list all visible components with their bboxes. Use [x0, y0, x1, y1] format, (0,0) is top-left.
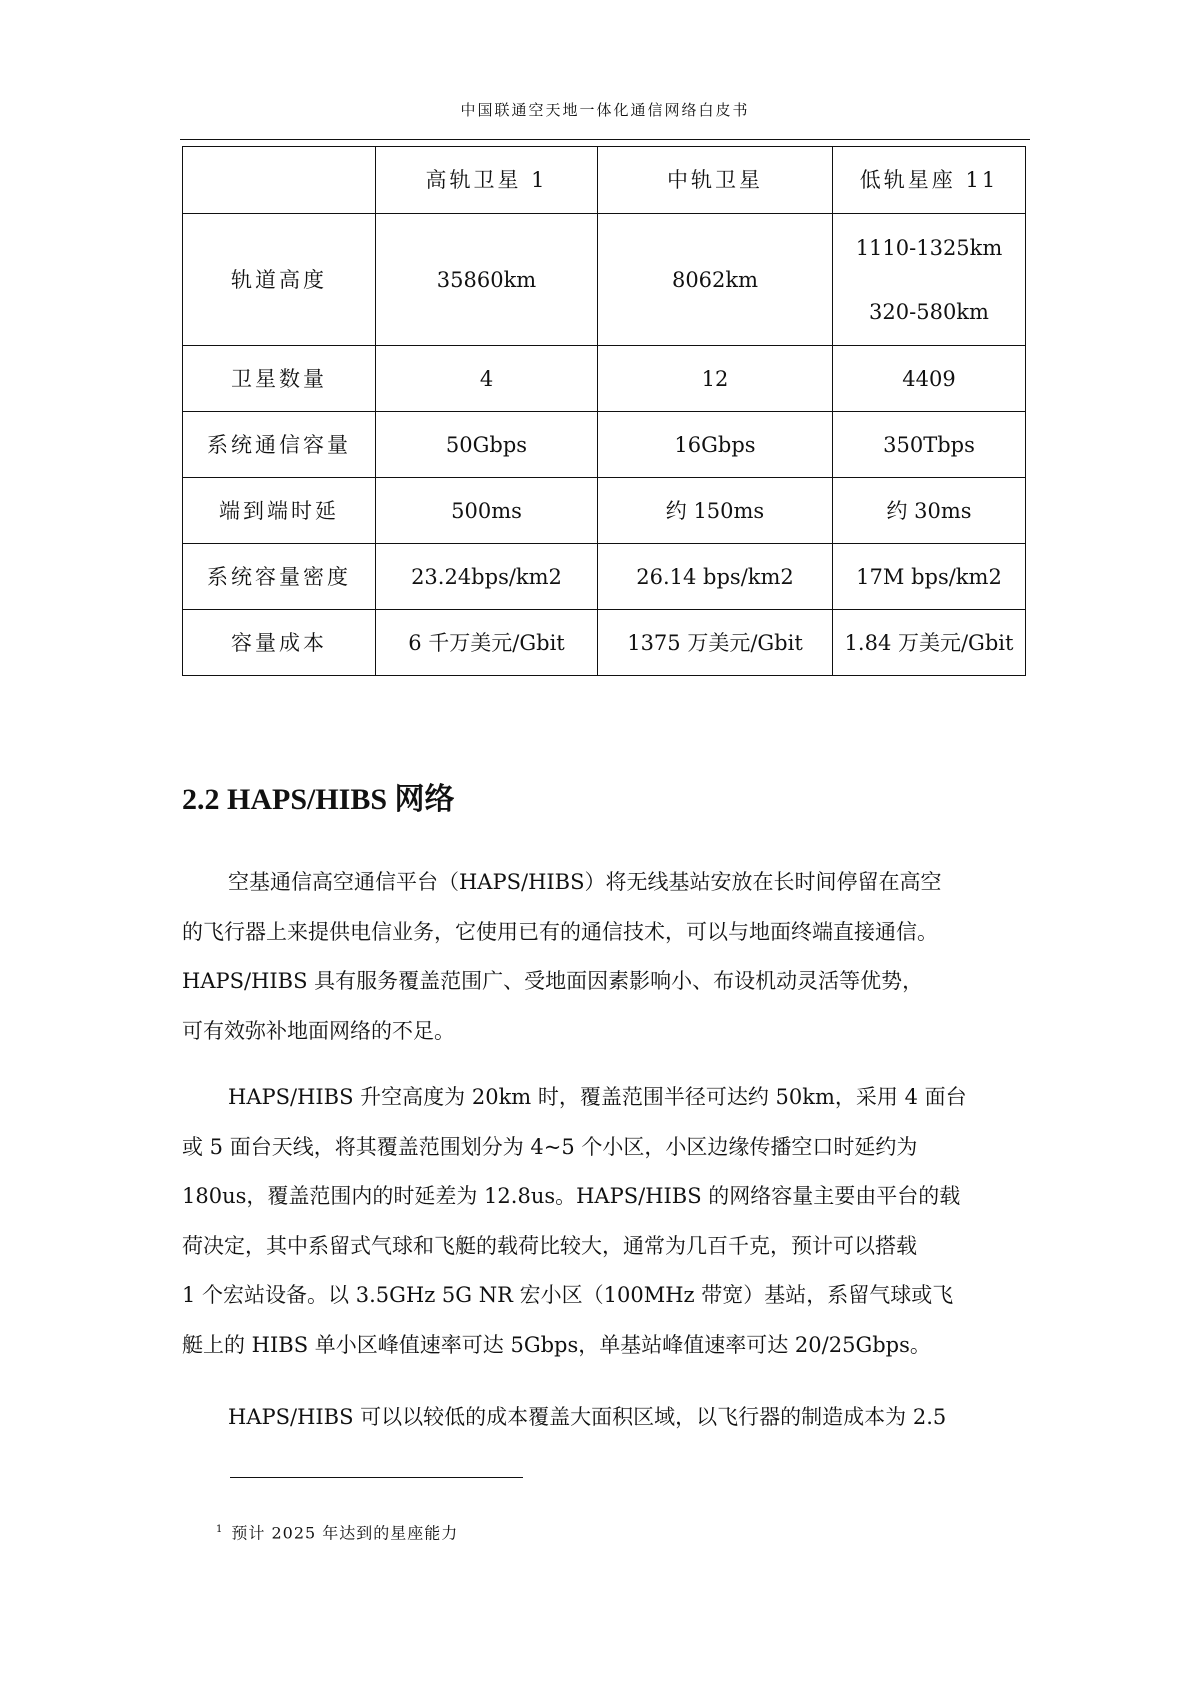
table-cell: 350Tbps: [833, 412, 1026, 478]
paragraph: [182, 858, 1025, 1056]
table-header-cell: 高轨卫星 1: [376, 147, 598, 214]
table-header-cell: 低轨星座 11: [833, 147, 1026, 214]
header-rule: [180, 139, 1030, 140]
text-line: 可有效弥补地面网络的不足。: [182, 1018, 455, 1043]
table-row: [183, 412, 1026, 478]
table-cell: 4: [376, 346, 598, 412]
paragraph: [182, 1393, 1025, 1443]
table-row: [183, 214, 1026, 346]
text-line: 艇上的 HIBS 单小区峰值速率可达 5Gbps，单基站峰值速率可达 20/25Gbps。: [182, 1332, 931, 1357]
table-row: [183, 346, 1026, 412]
row-label: 卫星数量: [183, 346, 376, 412]
row-label: 端到端时延: [183, 478, 376, 544]
row-label: 轨道高度: [183, 214, 376, 346]
section-heading: 2.2 HAPS/HIBS 网络: [182, 783, 455, 816]
text-line: 的飞行器上来提供电信业务，它使用已有的通信技术，可以与地面终端直接通信。: [182, 919, 938, 944]
table-cell: 500ms: [376, 478, 598, 544]
table-cell: 6 千万美元/Gbit: [376, 610, 598, 676]
table-cell: 17M bps/km2: [833, 544, 1026, 610]
table-cell: 1375 万美元/Gbit: [598, 610, 833, 676]
table-cell: 4409: [833, 346, 1026, 412]
text-line: 荷决定，其中系留式气球和飞艇的载荷比较大，通常为几百千克，预计可以搭载: [182, 1233, 917, 1258]
table-cell: [833, 214, 1026, 346]
paragraph: [182, 1073, 1025, 1370]
table-cell: 约 150ms: [598, 478, 833, 544]
table-header-cell: 中轨卫星: [598, 147, 833, 214]
text-line: HAPS/HIBS 升空高度为 20km 时，覆盖范围半径可达约 50km，采用 4 面台: [228, 1085, 967, 1109]
text-line: 1 个宏站设备。以 3.5GHz 5G NR 宏小区（100MHz 带宽）基站，系留气球或飞: [182, 1283, 954, 1307]
row-label: 容量成本: [183, 610, 376, 676]
text-line: HAPS/HIBS 可以以较低的成本覆盖大面积区域，以飞行器的制造成本为 2.5: [228, 1405, 947, 1429]
table-header-row: [183, 147, 1026, 214]
table-row: [183, 478, 1026, 544]
table-cell: 26.14 bps/km2: [598, 544, 833, 610]
table-cell: 约 30ms: [833, 478, 1026, 544]
text-line: HAPS/HIBS 具有服务覆盖范围广、受地面因素影响小、布设机动灵活等优势，: [182, 969, 924, 993]
table-cell: 8062km: [598, 214, 833, 346]
footnote-text: 预计 2025 年达到的星座能力: [231, 1523, 459, 1543]
running-header: 中国联通空天地一体化通信网络白皮书: [460, 101, 750, 119]
table-cell: 16Gbps: [598, 412, 833, 478]
footnote-rule: [230, 1477, 523, 1478]
table-cell: 50Gbps: [376, 412, 598, 478]
table-cell: 23.24bps/km2: [376, 544, 598, 610]
satellite-comparison-table: [182, 146, 1026, 676]
table-header-cell: [183, 147, 376, 214]
table-cell: 35860km: [376, 214, 598, 346]
row-label: 系统通信容量: [183, 412, 376, 478]
row-label: 系统容量密度: [183, 544, 376, 610]
text-line: 空基通信高空通信平台（HAPS/HIBS）将无线基站安放在长时间停留在高空: [228, 870, 942, 894]
table-cell: 12: [598, 346, 833, 412]
text-line: 或 5 面台天线，将其覆盖范围划分为 4~5 个小区，小区边缘传播空口时延约为: [182, 1134, 918, 1159]
cell-line: 1110-1325km: [855, 235, 1003, 260]
table-cell: 1.84 万美元/Gbit: [833, 610, 1026, 676]
footnote: [216, 1519, 458, 1544]
text-line: 180us，覆盖范围内的时延差为 12.8us。HAPS/HIBS 的网络容量主要由平台的载: [182, 1184, 961, 1208]
footnote-marker: 1: [216, 1524, 224, 1535]
cell-line: 320-580km: [869, 299, 989, 324]
table-row: [183, 544, 1026, 610]
table-row: [183, 610, 1026, 676]
